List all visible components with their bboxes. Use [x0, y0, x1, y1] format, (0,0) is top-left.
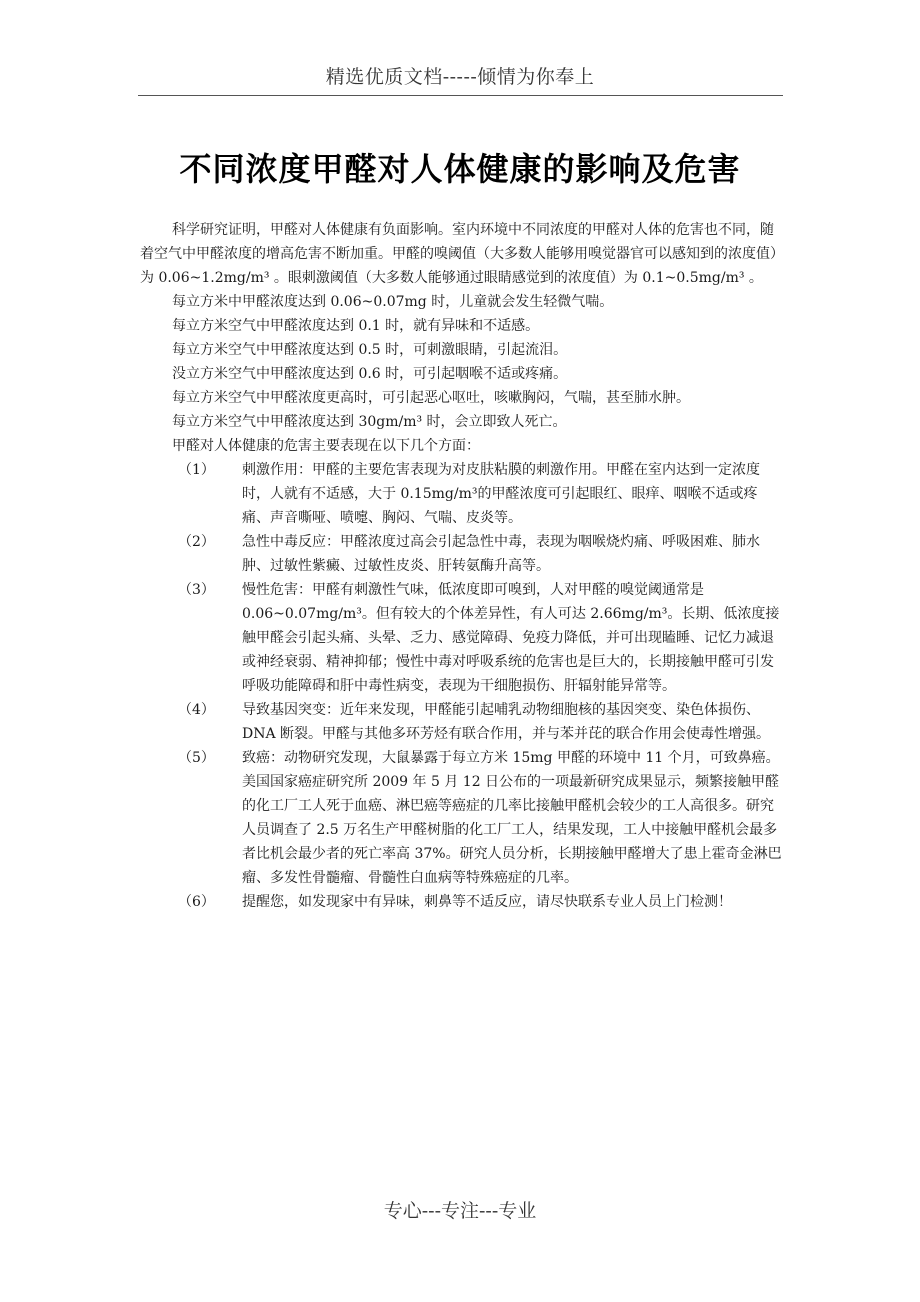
header-divider — [138, 95, 783, 96]
concentration-line-2: 每立方米空气中甲醛浓度达到 0.1 时，就有异味和不适感。 — [172, 318, 540, 334]
hazard-item-6 — [140, 890, 785, 914]
intro-paragraph: 科学研究证明，甲醛对人体健康有负面影响。室内环境中不同浓度的甲醛对人体的危害也不同，随着空气中甲醛浓度的增高危害不断加重。甲醛的嗅阈值（大多数人能够用嗅觉器官可以感知到的浓度值）为 0.06~1.2mg/m³ 。眼刺激阈值（大多数人能够通过眼睛感觉到的浓度值）为 0.1~0.5mg/m³ 。 — [140, 222, 784, 286]
hazard-item-2 — [140, 530, 785, 578]
item-number: （6） — [178, 894, 215, 910]
item-text: 刺激作用：甲醛的主要危害表现为对皮肤粘膜的刺激作用。甲醛在室内达到一定浓度时，人就有不适感，大于 0.15mg/m³的甲醛浓度可引起眼红、眼痒、咽喉不适或疼痛、声音嘶哑、喷嚏、胸闷、气喘、皮炎等。 — [242, 462, 760, 526]
page-header: 精选优质文档-----倾情为你奉上 — [325, 66, 595, 88]
item-text: 提醒您，如发现家中有异味，刺鼻等不适反应，请尽快联系专业人员上门检测！ — [242, 894, 732, 910]
concentration-line-5: 每立方米空气中甲醛浓度更高时，可引起恶心呕吐，咳嗽胸闷，气喘，甚至肺水肿。 — [172, 390, 690, 406]
item-number: （1） — [178, 462, 215, 478]
item-number: （2） — [178, 534, 215, 550]
item-number: （3） — [178, 582, 215, 598]
item-text: 慢性危害：甲醛有刺激性气味，低浓度即可嗅到，人对甲醛的嗅觉阈通常是 0.06~0.07mg/m³。但有较大的个体差异性，有人可达 2.66mg/m³。长期、低浓度接触甲醛会引起头痛、头晕、乏力、感觉障碍、免疫力降低，并可出现瞌睡、记忆力减退或神经衰弱、精神抑郁；慢性中毒对呼吸系统的危害也是巨大的，长期接触甲醛可引发呼吸功能障碍和肝中毒性病变，表现为干细胞损伤、肝辐射能异常等。 — [242, 582, 780, 694]
hazard-item-4 — [140, 698, 785, 746]
concentration-line-3: 每立方米空气中甲醛浓度达到 0.5 时，可刺激眼睛，引起流泪。 — [172, 342, 568, 358]
hazards-lead-in: 甲醛对人体健康的危害主要表现在以下几个方面： — [172, 438, 480, 454]
concentration-line-1: 每立方米中甲醛浓度达到 0.06~0.07mg 时，儿童就会发生轻微气喘。 — [172, 294, 614, 310]
hazard-item-3 — [140, 578, 785, 698]
page-footer: 专心---专注---专业 — [383, 1200, 537, 1222]
hazard-item-5 — [140, 746, 785, 890]
hazard-item-1 — [140, 458, 785, 530]
item-number: （5） — [178, 750, 215, 766]
concentration-line-6: 每立方米空气中甲醛浓度达到 30gm/m³ 时，会立即致人死亡。 — [172, 414, 567, 430]
concentration-line-4: 没立方米空气中甲醛浓度达到 0.6 时，可引起咽喉不适或疼痛。 — [172, 366, 568, 382]
item-text: 导致基因突变：近年来发现，甲醛能引起哺乳动物细胞核的基因突变、染色体损伤、DNA 断裂。甲醛与其他多环芳烃有联合作用，并与苯并芘的联合作用会使毒性增强。 — [242, 702, 771, 742]
item-text: 致癌：动物研究发现，大鼠暴露于每立方米 15mg 甲醛的环境中 11 个月，可致鼻癌。美国国家癌症研究所 2009 年 5 月 12 日公布的一项最新研究成果显示，频繁接触甲醛的化工厂工人死于血癌、淋巴癌等癌症的几率比接触甲醛机会较少的工人高很多。研究人员调查了 2.5 万名生产甲醛树脂的化工厂工人，结果发现，工人中接触甲醛机会最多者比机会最少者的死亡率高 37%。研究人员分析，长期接触甲醛增大了患上霍奇金淋巴瘤、多发性骨髓瘤、骨髓性白血病等特殊癌症的几率。 — [242, 750, 782, 886]
item-number: （4） — [178, 702, 215, 718]
document-title: 不同浓度甲醛对人体健康的影响及危害 — [179, 150, 741, 188]
document-body — [140, 218, 785, 914]
item-text: 急性中毒反应：甲醛浓度过高会引起急性中毒，表现为咽喉烧灼痛、呼吸困难、肺水肿、过敏性紫癜、过敏性皮炎、肝转氨酶升高等。 — [242, 534, 760, 574]
